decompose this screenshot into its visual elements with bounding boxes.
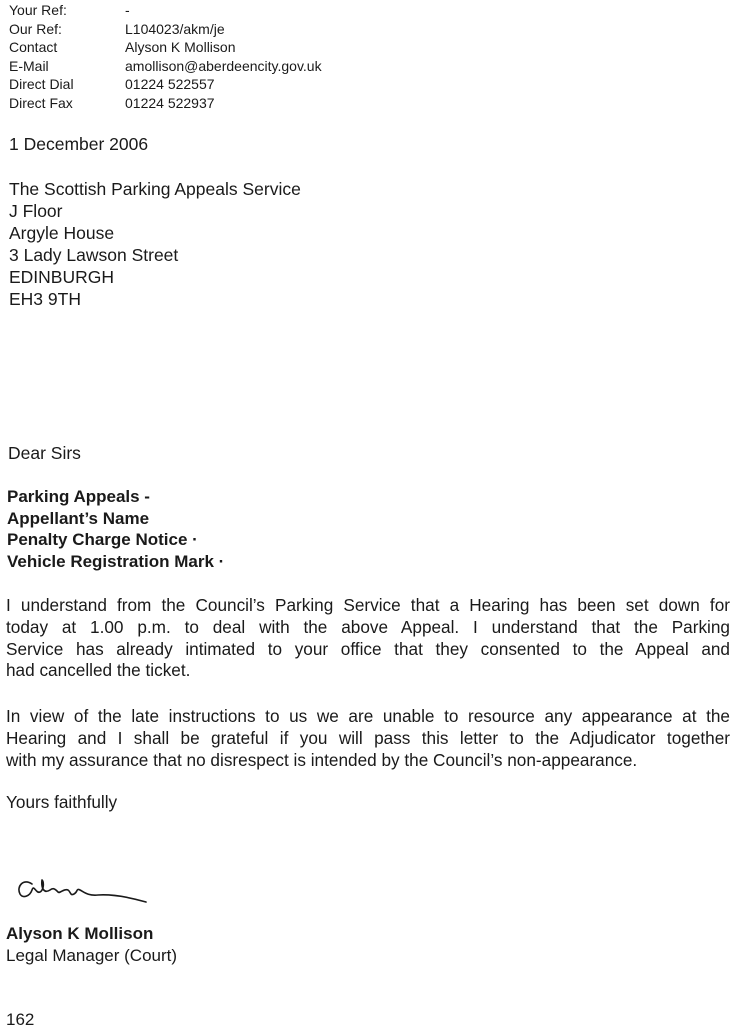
address-line: Argyle House bbox=[9, 223, 115, 243]
handwritten-signature bbox=[14, 868, 154, 914]
ref-row-your-ref bbox=[9, 1, 322, 20]
address-line: J Floor bbox=[9, 201, 63, 221]
ref-row-direct-fax bbox=[9, 94, 322, 113]
reference-block bbox=[9, 1, 322, 113]
subject-block bbox=[7, 486, 224, 573]
address-line: EH3 9TH bbox=[9, 289, 81, 309]
paragraph-line: Hearing and I shall be grateful if you will pass this letter to the Adjudicator together bbox=[6, 727, 730, 748]
ref-label: Your Ref: bbox=[9, 2, 67, 18]
paragraph-line: today at 1.00 p.m. to deal with the above Appeal. I understand that the Parking bbox=[6, 616, 730, 637]
ref-label: Our Ref: bbox=[9, 20, 62, 37]
subject-line: Penalty Charge Notice · bbox=[7, 530, 198, 550]
ref-row-our-ref bbox=[9, 20, 322, 39]
signatory-title: Legal Manager (Court) bbox=[6, 946, 178, 965]
signatory-name: Alyson K Mollison bbox=[6, 924, 154, 943]
paragraph-line: Service has already intimated to your office that they consented to the Appeal and bbox=[6, 638, 730, 659]
address-line: The Scottish Parking Appeals Service bbox=[9, 179, 301, 199]
paragraph-line: In view of the late instructions to us we are unable to resource any appearance at the bbox=[6, 706, 730, 726]
ref-label: Direct Dial bbox=[9, 76, 74, 93]
closing: Yours faithfully bbox=[6, 792, 118, 812]
ref-label: Direct Fax bbox=[9, 94, 73, 111]
letter-date: 1 December 2006 bbox=[9, 134, 149, 154]
address-line: EDINBURGH bbox=[9, 267, 115, 287]
ref-value: Alyson K Mollison bbox=[125, 39, 236, 56]
subject-line: Parking Appeals - bbox=[7, 487, 150, 506]
email-value: amollison@aberdeencity.gov.uk bbox=[125, 57, 322, 74]
body-paragraph-1 bbox=[6, 595, 730, 682]
paragraph-line: had cancelled the ticket. bbox=[6, 660, 191, 681]
paragraph-line: I understand from the Council’s Parking Service that a Hearing has been set down for bbox=[6, 595, 730, 615]
ref-value: - bbox=[125, 2, 130, 18]
ref-label: Contact bbox=[9, 39, 58, 56]
recipient-address bbox=[9, 178, 301, 310]
ref-label: E-Mail bbox=[9, 57, 49, 74]
ref-row-contact bbox=[9, 38, 322, 57]
ref-row-direct-dial bbox=[9, 75, 322, 94]
ref-value: 01224 522937 bbox=[125, 94, 215, 111]
ref-value: L104023/akm/je bbox=[125, 20, 225, 37]
ref-value: 01224 522557 bbox=[125, 76, 215, 93]
subject-line: Vehicle Registration Mark · bbox=[7, 552, 225, 572]
paragraph-line: with my assurance that no disrespect is intended by the Council’s non-appearance. bbox=[6, 749, 638, 770]
salutation: Dear Sirs bbox=[8, 443, 81, 463]
body-paragraph-2 bbox=[6, 706, 730, 771]
subject-line: Appellant’s Name bbox=[7, 508, 150, 528]
address-line: 3 Lady Lawson Street bbox=[9, 245, 179, 265]
ref-row-email bbox=[9, 57, 322, 76]
page-number: 162 bbox=[6, 1010, 35, 1029]
